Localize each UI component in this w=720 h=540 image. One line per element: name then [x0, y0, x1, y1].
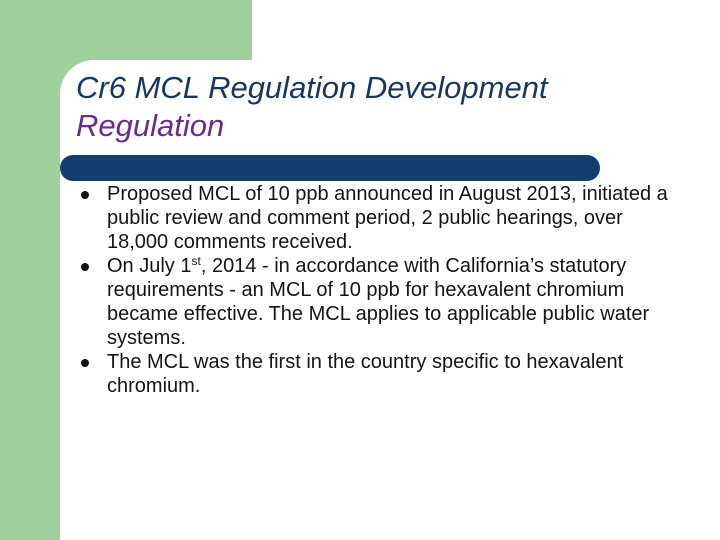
slide-title — [76, 69, 696, 145]
bullet-text-1: Proposed MCL of 10 ppb announced in August 2013, initiated a public review and comment period, 2 public hearings, over 18,000 comments received. — [107, 183, 668, 253]
bullet-item-1 — [76, 182, 686, 254]
title-divider-bar — [60, 155, 600, 181]
decorative-green-strip — [0, 0, 60, 540]
bullet-text-2-end: , 2014 - in accordance with California’s statutory requirements - an MCL of 10 ppb for hexavalent chromium became effective. The MCL applies to applicable public water systems. — [107, 255, 650, 349]
bullet-dot-icon — [81, 191, 89, 199]
ordinal-suffix: st — [191, 254, 201, 268]
bullet-dot-icon — [81, 359, 89, 367]
slide-title-line1: Cr6 MCL Regulation Development — [76, 70, 548, 105]
slide-title-line2: Regulation — [76, 108, 225, 143]
bullet-text-3: The MCL was the first in the country specific to hexavalent chromium. — [107, 351, 624, 397]
bullet-item-3 — [76, 350, 686, 398]
bullet-text-2-start: On July 1 — [107, 255, 192, 277]
bullet-list — [76, 182, 686, 398]
bullet-dot-icon — [81, 263, 89, 271]
bullet-item-2 — [76, 254, 686, 350]
